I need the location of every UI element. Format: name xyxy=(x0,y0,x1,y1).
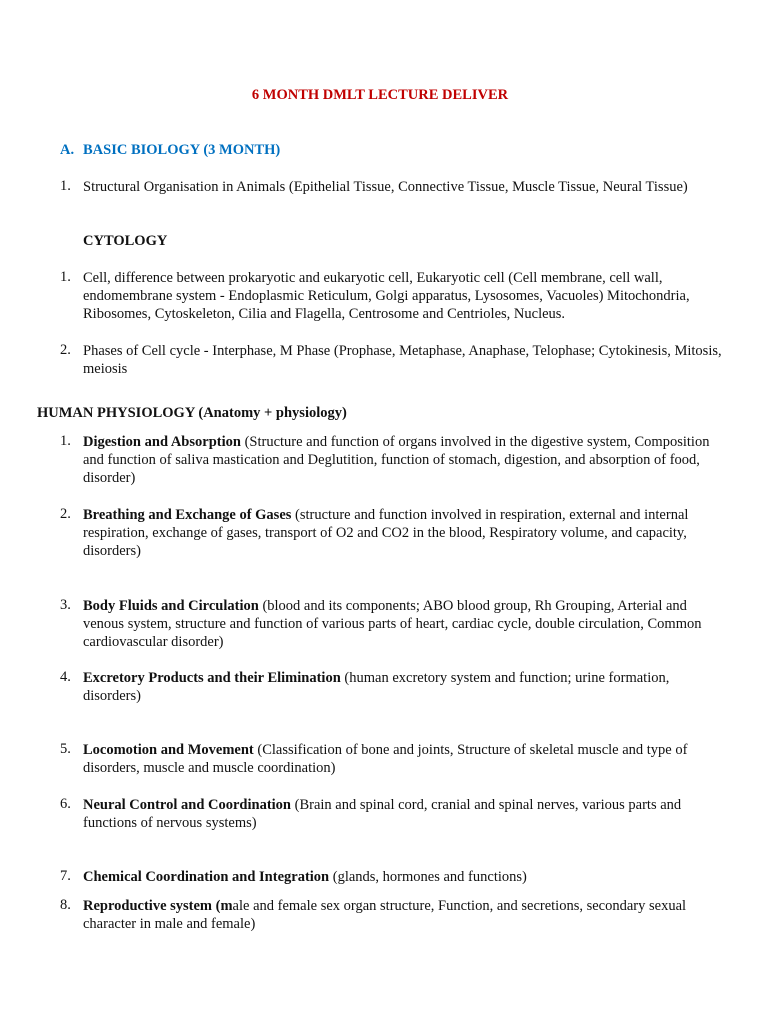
list-item-physiology-1 xyxy=(60,433,725,488)
human-physiology-heading: HUMAN PHYSIOLOGY (Anatomy + physiology) xyxy=(37,405,347,421)
section-a-heading xyxy=(60,142,280,159)
topic-description: (glands, hormones and functions) xyxy=(329,869,527,885)
topic-title: Body Fluids and Circulation xyxy=(83,598,259,614)
list-text xyxy=(83,796,725,832)
topic-description: (Classification of bone and joints, Structure of skeletal muscle and type of disorders, muscle and muscle coordination) xyxy=(83,742,688,777)
topic-title: Reproductive system (m xyxy=(83,898,233,914)
list-item-cytology-2 xyxy=(60,342,725,378)
page-title: 6 MONTH DMLT LECTURE DELIVER xyxy=(251,87,509,103)
list-item-physiology-3 xyxy=(60,597,725,652)
list-number: 8. xyxy=(60,897,71,913)
list-text xyxy=(83,506,725,561)
list-number: 4. xyxy=(60,669,71,685)
list-number: 6. xyxy=(60,796,71,812)
topic-description: (Structure and function of organs involved in the digestive system, Composition and function of saliva mastication and Deglutition, function of stomach, digestion, and absorption of food, disorder) xyxy=(83,434,710,487)
list-item-physiology-2 xyxy=(60,506,725,561)
topic-title: Digestion and Absorption xyxy=(83,434,241,450)
list-number: 1. xyxy=(60,269,71,285)
topic-title: Locomotion and Movement xyxy=(83,742,254,758)
list-text xyxy=(83,433,725,488)
list-text xyxy=(83,868,725,886)
list-text: Phases of Cell cycle - Interphase, M Phase (Prophase, Metaphase, Anaphase, Telophase; Cytokinesis, Mitosis, meiosis xyxy=(83,343,722,378)
topic-description: (structure and function involved in respiration, external and internal respiration, exchange of gases, transport of O2 and CO2 in the blood, Respiratory volume, and capacity, disorders) xyxy=(83,507,689,560)
section-a-letter: A. xyxy=(60,142,75,158)
list-item-physiology-4 xyxy=(60,669,725,705)
topic-title: Neural Control and Coordination xyxy=(83,797,291,813)
list-text xyxy=(83,669,725,705)
list-text: Cell, difference between prokaryotic and eukaryotic cell, Eukaryotic cell (Cell membrane, cell wall, endomembrane system - Endoplasmic Reticulum, Golgi apparatus, Lysosomes, Vacuoles) Mitochondria, Ribosomes, Cytoskeleton, Cilia and Flagella, Centrosome and Centrioles, Nucleus. xyxy=(83,270,690,323)
list-item-physiology-7 xyxy=(60,868,725,886)
topic-description: (human excretory system and function; urine formation, disorders) xyxy=(83,670,670,705)
list-number: 1. xyxy=(60,178,71,194)
cytology-heading: CYTOLOGY xyxy=(83,233,168,249)
list-item-physiology-6 xyxy=(60,796,725,832)
list-item-physiology-5 xyxy=(60,741,725,777)
list-number: 3. xyxy=(60,597,71,613)
list-text xyxy=(83,897,725,933)
topic-title: Chemical Coordination and Integration xyxy=(83,869,330,885)
list-item-physiology-8 xyxy=(60,897,725,933)
list-text: Structural Organisation in Animals (Epithelial Tissue, Connective Tissue, Muscle Tissue, Neural Tissue) xyxy=(83,179,688,195)
list-number: 1. xyxy=(60,433,71,449)
topic-title: Breathing and Exchange of Gases xyxy=(83,507,292,523)
list-number: 7. xyxy=(60,868,71,884)
section-a-label: BASIC BIOLOGY (3 MONTH) xyxy=(83,142,281,158)
list-text xyxy=(83,597,725,652)
topic-description: (blood and its components; ABO blood group, Rh Grouping, Arterial and venous system, structure and function of various parts of heart, cardiac cycle, double circulation, Common cardiovascular disorder) xyxy=(83,598,702,651)
list-text xyxy=(83,741,725,777)
list-item-cytology-1 xyxy=(60,269,725,324)
list-item-structural xyxy=(60,178,725,196)
list-number: 2. xyxy=(60,506,71,522)
topic-description: ale and female sex organ structure, Function, and secretions, secondary sexual character in male and female) xyxy=(83,898,687,933)
topic-description: (Brain and spinal cord, cranial and spinal nerves, various parts and functions of nervous systems) xyxy=(83,797,682,832)
list-number: 2. xyxy=(60,342,71,358)
list-number: 5. xyxy=(60,741,71,757)
topic-title: Excretory Products and their Elimination xyxy=(83,670,341,686)
